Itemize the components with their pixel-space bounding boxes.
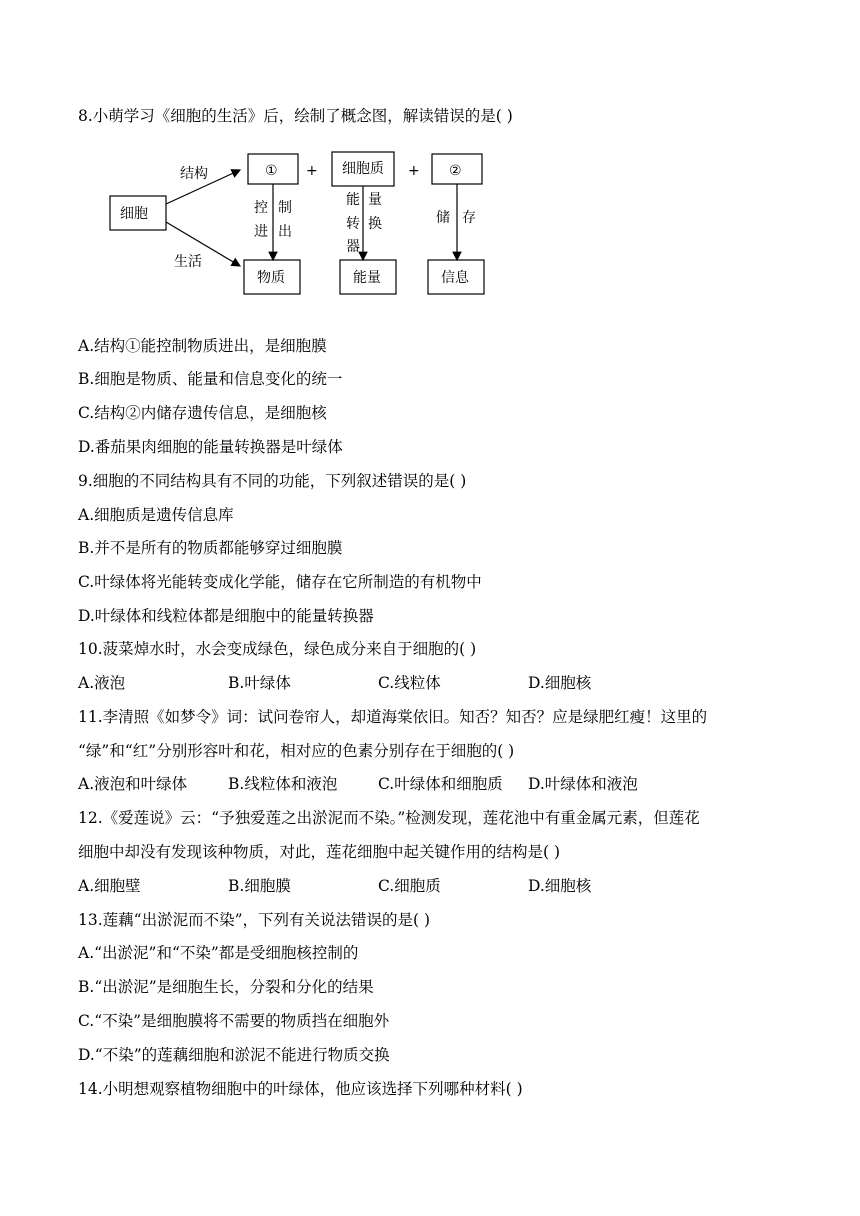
control-char-3: 制 — [278, 200, 292, 216]
q10-stem: 10.菠菜焯水时，水会变成绿色，绿色成分来自于细胞的( ) — [78, 640, 477, 658]
energy-char-4: 换 — [368, 216, 382, 232]
q13-option-d: D.“不染”的莲藕细胞和淤泥不能进行物质交换 — [78, 1046, 390, 1064]
q11-stem-line1: 11.李清照《如梦令》词：试问卷帘人，却道海棠依旧。知否？知否？应是绿肥红瘦！这里的 — [78, 708, 708, 726]
q8-concept-diagram — [100, 148, 500, 308]
q11-stem-line2: “绿”和“红”分别形容叶和花，相对应的色素分别存在于细胞的( ) — [78, 742, 515, 760]
q13-option-c: C.“不染”是细胞膜将不需要的物质挡在细胞外 — [78, 1012, 390, 1030]
q11-option-c: C.叶绿体和细胞质 — [378, 775, 503, 793]
q8-option-d: D.番茄果肉细胞的能量转换器是叶绿体 — [78, 438, 343, 456]
q12-option-c: C.细胞质 — [378, 877, 441, 895]
energy-char-5: 器 — [346, 239, 360, 255]
structure-label: 结构 — [180, 166, 208, 182]
q9-option-b: B.并不是所有的物质都能够穿过细胞膜 — [78, 539, 343, 557]
box1-label: ① — [265, 163, 278, 179]
info-label: 信息 — [441, 270, 469, 286]
q12-option-a: A.细胞壁 — [78, 877, 141, 895]
q12-stem-line1: 12.《爱莲说》云：“予独爱莲之出淤泥而不染。”检测发现，莲花池中有重金属元素，但莲花 — [78, 809, 700, 827]
control-char-1: 控 — [254, 200, 268, 216]
cell-label: 细胞 — [120, 206, 148, 222]
store-char-2: 存 — [462, 210, 476, 226]
q8-stem: 8.小萌学习《细胞的生活》后，绘制了概念图，解读错误的是( ) — [78, 107, 513, 125]
q9-stem: 9.细胞的不同结构具有不同的功能，下列叙述错误的是( ) — [78, 472, 467, 490]
q9-option-d: D.叶绿体和线粒体都是细胞中的能量转换器 — [78, 607, 374, 625]
q11-option-a: A.液泡和叶绿体 — [78, 775, 188, 793]
energy-char-1: 能 — [346, 192, 360, 208]
q9-option-a: A.细胞质是遗传信息库 — [78, 506, 234, 524]
q11-option-b: B.线粒体和液泡 — [228, 775, 338, 793]
q12-option-d: D.细胞核 — [528, 877, 592, 895]
control-char-4: 出 — [278, 224, 292, 240]
q12-option-b: B.细胞膜 — [228, 877, 291, 895]
energy-label: 能量 — [353, 270, 381, 286]
q10-option-a: A.液泡 — [78, 674, 126, 692]
matter-label: 物质 — [257, 270, 285, 286]
q12-stem-line2: 细胞中却没有发现该种物质，对此，莲花细胞中起关键作用的结构是( ) — [78, 843, 561, 861]
q11-option-d: D.叶绿体和液泡 — [528, 775, 638, 793]
q14-stem: 14.小明想观察植物细胞中的叶绿体，他应该选择下列哪种材料( ) — [78, 1080, 523, 1098]
box2-label: ② — [449, 163, 462, 179]
plus-2: + — [408, 163, 420, 179]
energy-char-2: 量 — [368, 192, 382, 208]
life-label: 生活 — [174, 254, 202, 270]
q13-stem: 13.莲藕“出淤泥而不染”，下列有关说法错误的是( ) — [78, 911, 431, 929]
q10-option-c: C.线粒体 — [378, 674, 441, 692]
q13-option-a: A.“出淤泥”和“不染”都是受细胞核控制的 — [78, 944, 359, 962]
q8-option-c: C.结构②内储存遗传信息，是细胞核 — [78, 404, 327, 422]
cytoplasm-label: 细胞质 — [342, 161, 384, 177]
q13-option-b: B.“出淤泥”是细胞生长，分裂和分化的结果 — [78, 978, 374, 996]
store-char-1: 储 — [436, 210, 450, 226]
q10-option-b: B.叶绿体 — [228, 674, 291, 692]
plus-1: + — [306, 163, 318, 179]
control-char-2: 进 — [254, 224, 268, 240]
q10-option-d: D.细胞核 — [528, 674, 592, 692]
q8-option-a: A.结构①能控制物质进出，是细胞膜 — [78, 337, 327, 355]
q8-option-b: B.细胞是物质、能量和信息变化的统一 — [78, 370, 343, 388]
q9-option-c: C.叶绿体将光能转变成化学能，储存在它所制造的有机物中 — [78, 573, 482, 591]
energy-char-3: 转 — [346, 216, 360, 232]
